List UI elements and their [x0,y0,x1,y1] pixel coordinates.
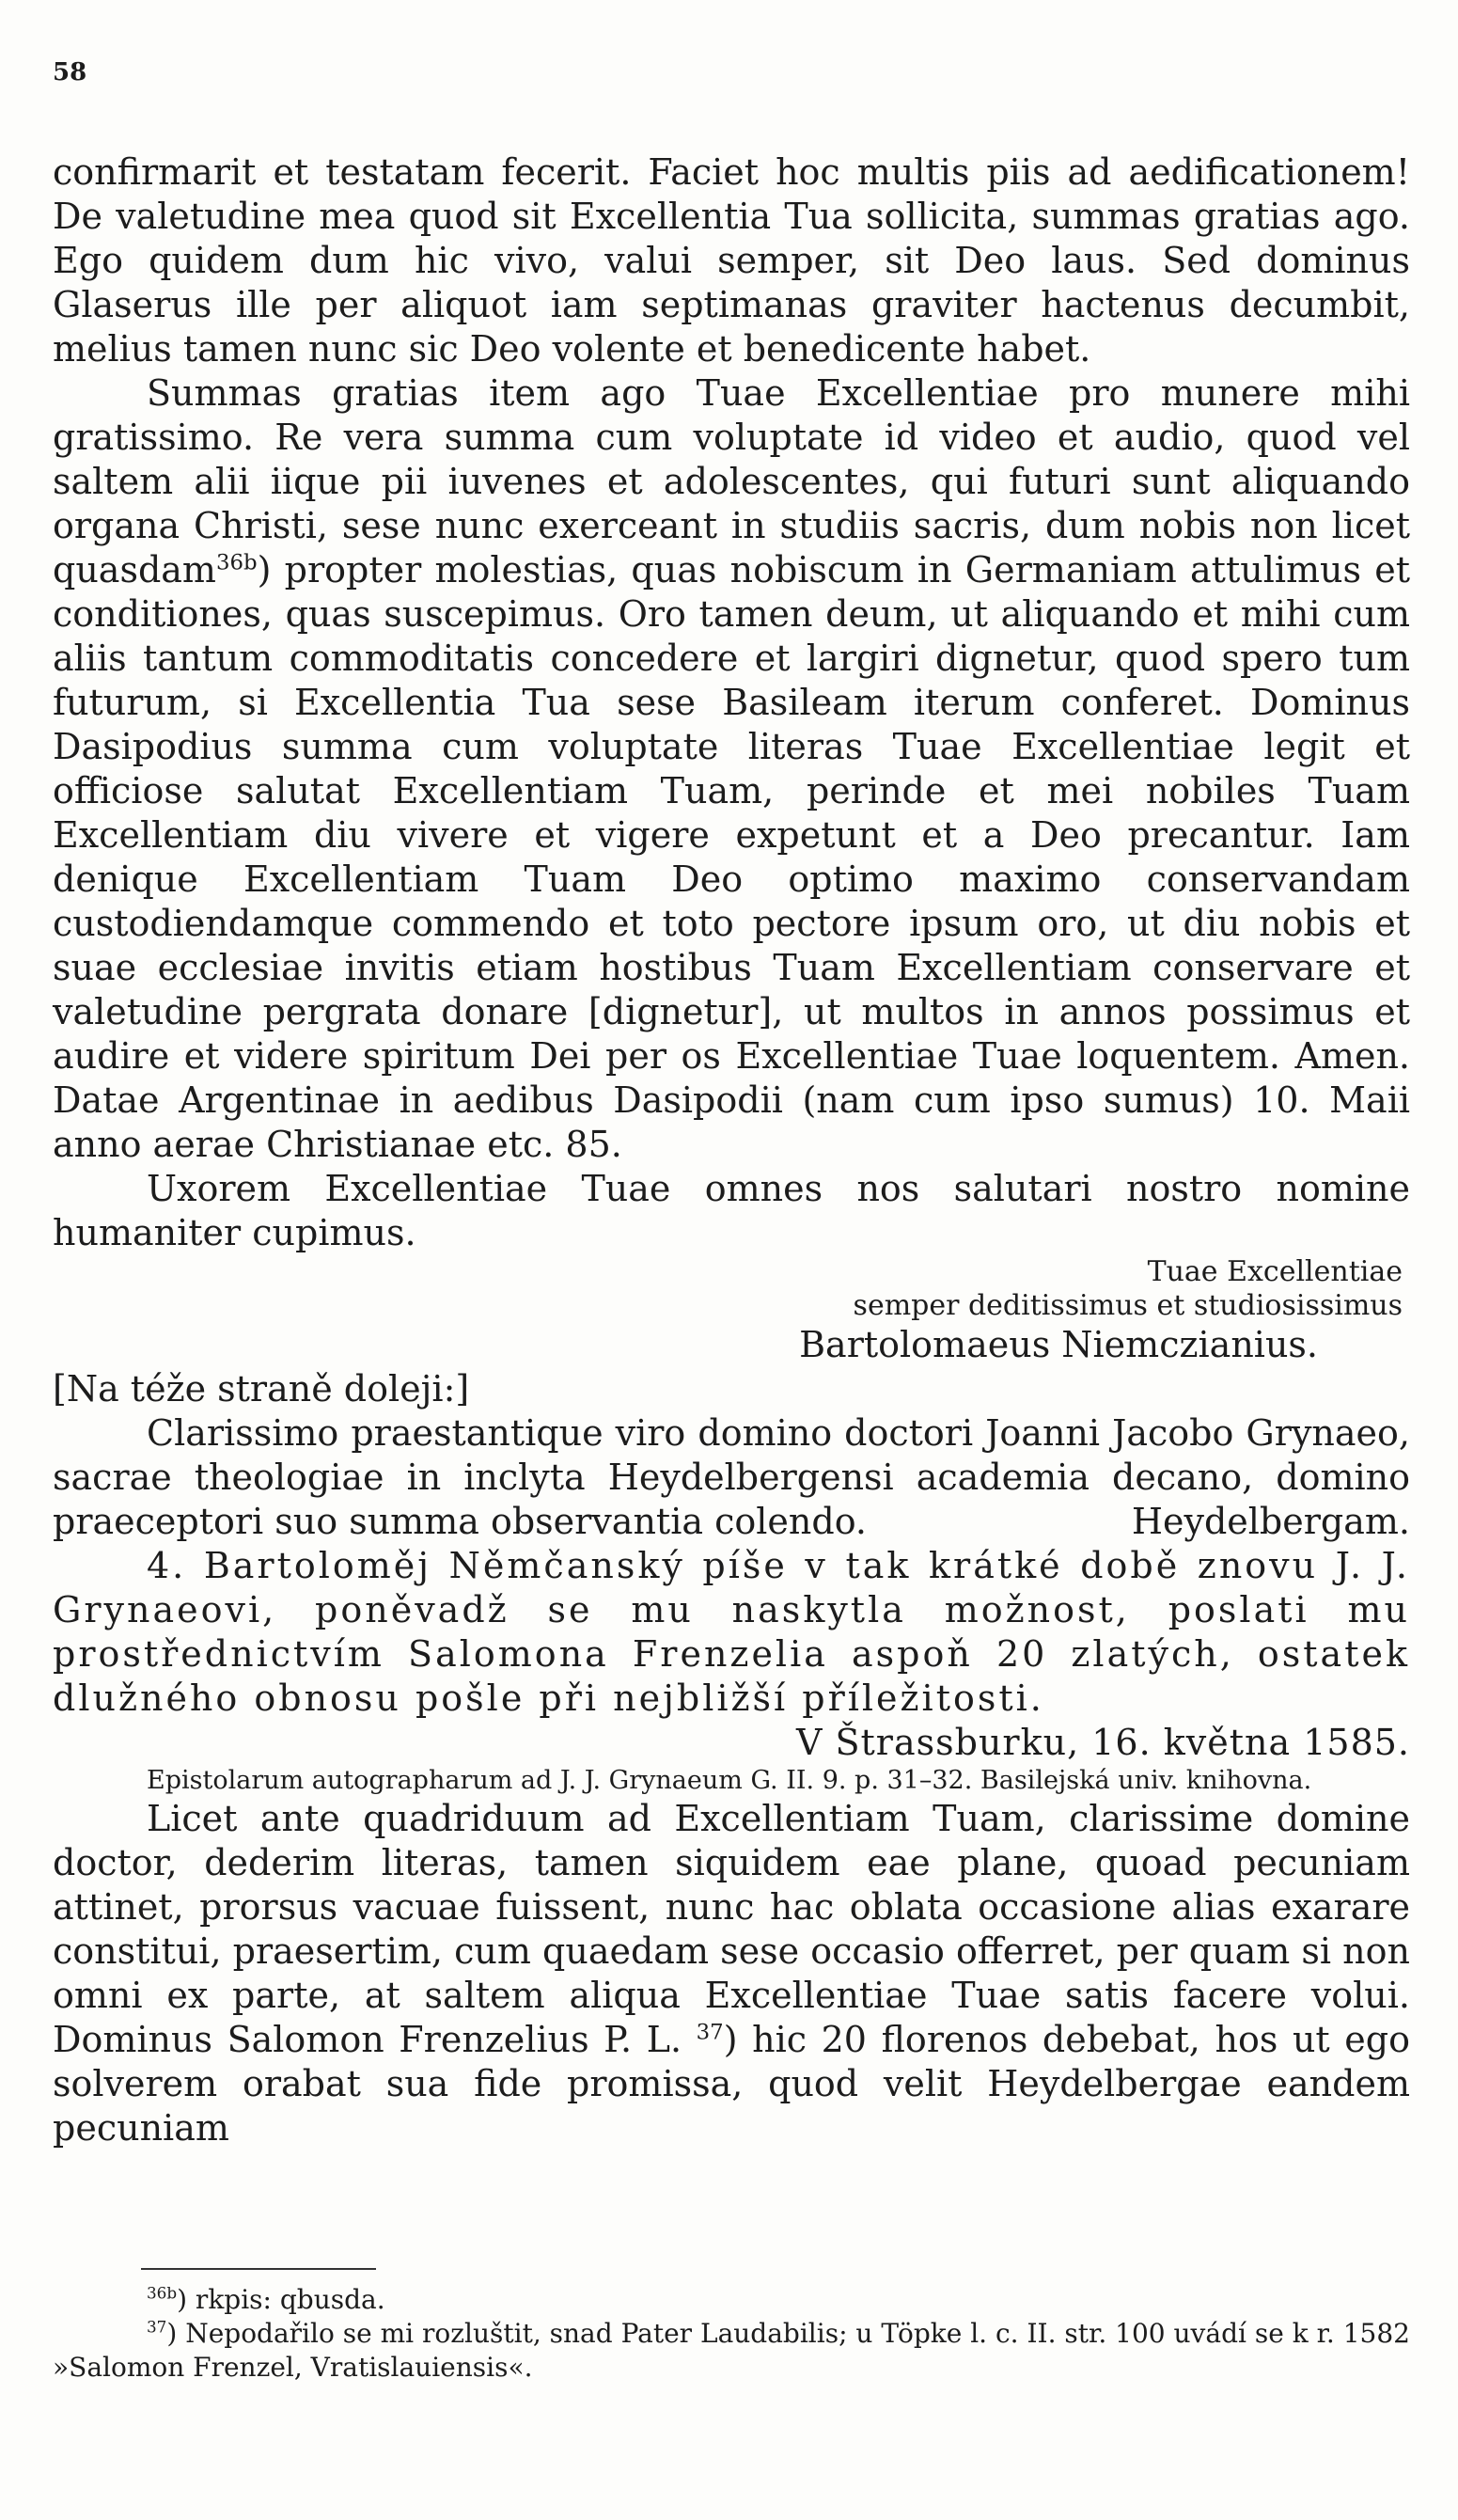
dateline: V Štrassburku, 16. května 1585. [795,1722,1410,1763]
address-destination: Heydelbergam. [1131,1501,1410,1542]
footnote-36b-text: ) rkpis: qbusda. [177,2284,385,2315]
letter-summary: 4. Bartoloměj Němčanský píše v tak krátké době znovu J. J. Grynaeovi, poněvadž se mu naskytla možnost, poslati mu prostřednictvím Salomona Frenzelia aspoň 20 zlatých, ostatek dlužného obnosu pošle při nejbližší příležitosti. [53,1545,1410,1719]
letter1-paragraph-2-after: ) propter molestias, quas nobiscum in Germaniam attulimus et conditiones, quas suscepimus. Oro tamen deum, ut aliquando et mihi cum aliis tantum commoditatis concedere et largiri dignetur, quod spero tum futurum, si Excellentia Tua sese Basileam iterum conferet. Dominus Dasipodius summa cum voluptate literas Tuae Excellentiae legit et officiose salutat Excellentiam Tuam, perinde et mei nobiles Tuam Excellentiam diu vivere et vigere expetunt et a Deo precantur. Iam denique Excellentiam Tuam Deo optimo maximo conservandam custodiendamque commendo et toto pectore ipsum oro, ut diu nobis et suae ecclesiae invitis etiam hostibus Tuam Excellentiam conservare et valetudine pergrata donare [dignetur], ut multos in annos possimus et audire et videre spiritum Dei per os Excellentiae Tuae loquentem. Amen. Datae Argentinae in aedibus Dasipodii (nam cum ipso sumus) 10. Maii anno aerae Christianae etc. 85. [53,549,1410,1165]
letter1-paragraph-3: Uxorem Excellentiae Tuae omnes nos salutari nostro nomine humaniter cupimus. [53,1168,1410,1253]
address-text: Clarissimo praestantique viro domino doctori Joanni Jacobo Grynaeo, sacrae theologiae in inclyta Heydelbergensi academia decano, domino praeceptori suo summa observantia colendo. [53,1412,1410,1542]
footnote-ref-37: 37 [696,2020,724,2045]
signature-line-1: Tuae Excellentiae [1147,1255,1403,1288]
footnote-ref-36b: 36b [215,550,258,575]
page-number: 58 [53,58,87,87]
signature-block [53,1255,1403,1367]
letter2-before: Licet ante quadriduum ad Excellentiam Tuam, clarissime domine doctor, dederim literas, tamen siquidem eae plane, quoad pecuniam attinet, prorsus vacuae fuissent, nunc hac oblata occasione alias exarare constitui, praesertim, cum quaedam sese occasio offerret, per quam si non omni ex parte, at saltem aliqua Excellentiae Tuae satis facere volui. Dominus Salomon Frenzelius P. L. [53,1798,1410,2060]
letter2-paragraph [53,1797,1410,2150]
footnote-37-text: ) Nepodařilo se mi rozluštit, snad Pater Laudabilis; u Töpke l. c. II. str. 100 uvádí se k r. 1582 »Salomon Frenzel, Vratislauiensis«. [53,2318,1410,2383]
letter2-after: ) hic 20 florenos debebat, hos ut ego solverem orabat sua fide promissa, quod velit Heydelbergae eandem pecuniam [53,2019,1410,2149]
signature-name: Bartolomaeus Niemczianius. [799,1324,1318,1365]
letter1-paragraph-2 [53,371,1410,1167]
footnote-36b-mark: 36b [147,2283,178,2303]
letter1-paragraph-2-before: Summas gratias item ago Tuae Excellentiae pro munere mihi gratissimo. Re vera summa cum voluptate id video et audio, quod vel saltem alii iique pii iuvenes et adolescentes, qui futuri sunt aliquando organa Christi, sese nunc exerceant in studiis sacris, dum nobis non licet quasdam [53,372,1410,591]
address-block [53,1411,1410,1544]
footnote-36b [53,2283,1410,2317]
source-citation: Epistolarum autographarum ad J. J. Grynaeum G. II. 9. p. 31–32. Basilejská univ. knihovna. [147,1766,1312,1795]
page-body [53,150,1410,2150]
letter1-paragraph-1: confirmarit et testatam fecerit. Faciet hoc multis piis ad aedificationem! De valetudine mea quod sit Excellentia Tua sollicita, summas gratias ago. Ego quidem dum hic vivo, valui semper, sit Deo laus. Sed dominus Glaserus ille per aliquot iam septimanas graviter hactenus decumbit, melius tamen nunc sic Deo volente et benedicente habet. [53,151,1410,370]
editorial-note: [Na téže straně doleji:] [53,1368,470,1410]
footnote-37-mark: 37 [147,2317,167,2337]
footnotes [53,2283,1410,2385]
footnote-37 [53,2317,1410,2385]
footnote-divider [141,2268,376,2270]
signature-line-2: semper deditissimus et studiosissimus [853,1289,1403,1322]
